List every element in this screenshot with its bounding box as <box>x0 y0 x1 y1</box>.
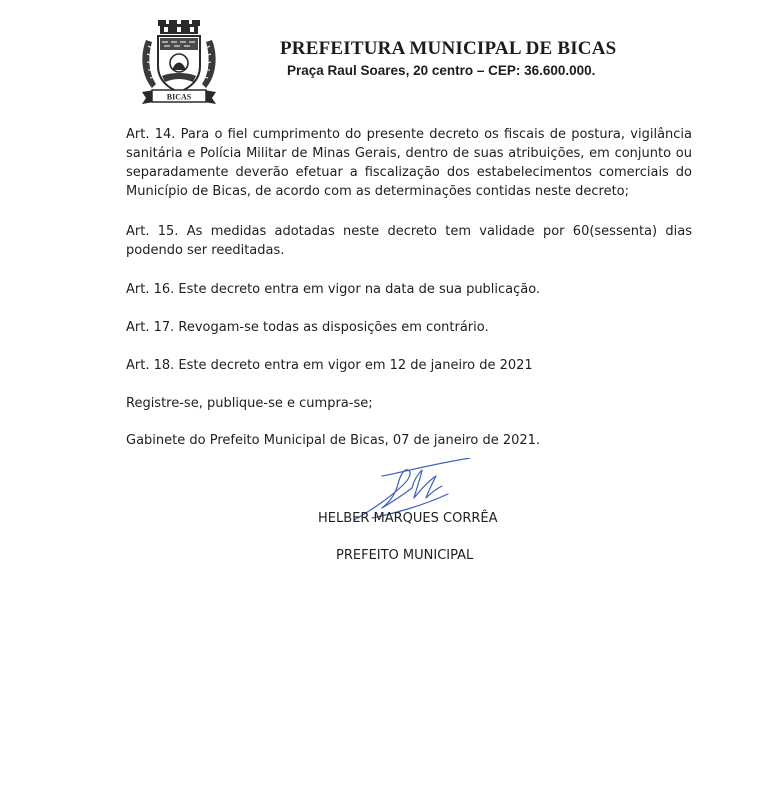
header-address: Praça Raul Soares, 20 centro – CEP: 36.600.000. <box>287 63 596 78</box>
page-title: PREFEITURA MUNICIPAL DE BICAS <box>280 38 617 59</box>
signer-role: PREFEITO MUNICIPAL <box>336 548 474 563</box>
closing-register: Registre-se, publique-se e cumpra-se; <box>126 396 373 411</box>
signer-name: HELBER MARQUES CORRÊA <box>318 511 498 526</box>
municipal-coat-of-arms-icon <box>138 20 220 106</box>
article-18: Art. 18. Este decreto entra em vigor em 12 de janeiro de 2021 <box>126 358 533 373</box>
article-14: Art. 14. Para o fiel cumprimento do presente decreto os fiscais de postura, vigilância sanitária e Polícia Militar de Minas Gerais, dentro de suas atribuições, em conjunto ou separadamente deverão efetuar a fiscalização dos estabelecimentos comerciais do Município de Bicas, de acordo com as determinações contidas neste decreto; <box>126 127 692 199</box>
article-16: Art. 16. Este decreto entra em vigor na data de sua publicação. <box>126 282 541 297</box>
article-15: Art. 15. As medidas adotadas neste decreto tem validade por 60(sessenta) dias podendo ser reeditadas. <box>126 224 692 258</box>
crest-motto: BICAS <box>166 92 192 102</box>
closing-place-date: Gabinete do Prefeito Municipal de Bicas, 07 de janeiro de 2021. <box>126 433 541 448</box>
article-17: Art. 17. Revogam-se todas as disposições em contrário. <box>126 320 489 335</box>
